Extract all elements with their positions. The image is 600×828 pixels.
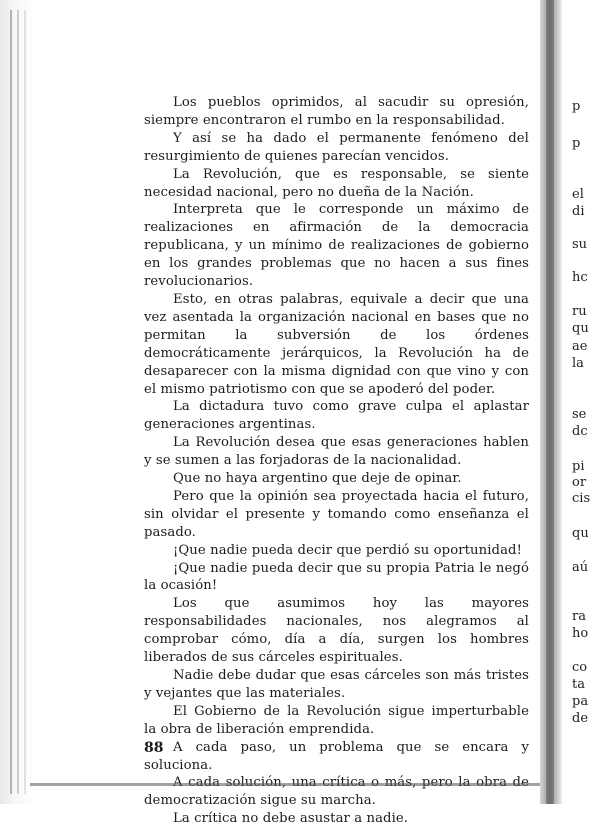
adjacent-page-fragment: ra bbox=[572, 609, 586, 624]
paragraph: Esto, en otras palabras, equivale a decir que una vez asentada la organización nacional en bases que no permitan la subversión de los órdenes democráticamente jerárquicos, la Revolución ha de desaparecer con la misma dignidad con que vino y con el mismo patriotismo con que se apoderó del poder. bbox=[144, 291, 529, 397]
paragraph: El Gobierno de la Revolución sigue imperturbable la obra de liberación emprendida. bbox=[144, 703, 529, 737]
adjacent-page-fragment: el bbox=[572, 187, 584, 202]
adjacent-page-fragment: p bbox=[572, 136, 581, 151]
paragraph: La crítica no debe asustar a nadie. bbox=[173, 811, 409, 827]
adjacent-page-fragment: co bbox=[572, 660, 588, 675]
adjacent-page-fragment: pa bbox=[572, 694, 589, 709]
adjacent-page-fragment: la bbox=[572, 356, 584, 371]
adjacent-page-fragment: qu bbox=[572, 526, 589, 541]
paragraph: Nadie debe dudar que esas cárceles son más tristes y vejantes que las materiales. bbox=[144, 668, 529, 701]
gutter-shadow-line bbox=[24, 10, 26, 794]
adjacent-page-fragment: pi bbox=[572, 459, 585, 474]
adjacent-page-fragment: ae bbox=[572, 339, 588, 354]
adjacent-page-fragment: di bbox=[572, 204, 585, 219]
spine-shadow bbox=[546, 0, 554, 804]
adjacent-page-fragment: cis bbox=[572, 491, 591, 506]
adjacent-page-fragment: aú bbox=[572, 560, 589, 575]
paragraph: Los que asumimos hoy las mayores responsabilidades nacionales, nos alegramos al comprobar cómo, día a día, surgen los hombres liberados de sus cárceles espirituales. bbox=[144, 596, 529, 666]
adjacent-page-edge bbox=[562, 0, 600, 804]
adjacent-page-fragment: su bbox=[572, 237, 588, 252]
paragraph: La Revolución, que es responsable, se siente necesidad nacional, pero no dueña de la Nación. bbox=[144, 166, 529, 200]
gutter-shadow-line bbox=[10, 10, 12, 794]
adjacent-page-fragment: ta bbox=[572, 677, 585, 692]
adjacent-page-fragment: or bbox=[572, 475, 587, 490]
adjacent-page-fragment: se bbox=[572, 407, 587, 422]
paragraph: Los pueblos oprimidos, al sacudir su opresión, siempre encontraron el rumbo en la responsabilidad. bbox=[144, 95, 529, 128]
adjacent-page-fragment: dc bbox=[572, 424, 588, 439]
left-page-gutter bbox=[0, 0, 36, 804]
adjacent-page-fragment: qu bbox=[572, 321, 589, 336]
paragraph: Que no haya argentino que deje de opinar. bbox=[173, 471, 462, 487]
adjacent-page-fragment: p bbox=[572, 99, 581, 114]
adjacent-page-fragment: ru bbox=[572, 304, 587, 319]
paragraph: ¡Que nadie pueda decir que perdió su oportunidad! bbox=[173, 542, 522, 558]
paragraph: democratización sigue su marcha. bbox=[144, 793, 376, 809]
paragraph: Interpreta que le corresponde un máximo de realizaciones en afirmación de la democracia republicana, y un mínimo de realizaciones de gobierno en los grandes problemas que no hacen a sus fines revolucionarios. bbox=[144, 202, 529, 290]
page-bottom-edge bbox=[30, 783, 550, 786]
page-number: 88 bbox=[144, 740, 164, 756]
paragraph: A cada paso, un problema que se encara y soluciona. bbox=[144, 739, 529, 773]
adjacent-page-fragment: de bbox=[572, 711, 589, 726]
paragraph: ¡Que nadie pueda decir que su propia Patria le negó la ocasión! bbox=[144, 560, 529, 594]
paragraph: Y así se ha dado el permanente fenómeno del resurgimiento de quienes parecían vencidos. bbox=[144, 130, 529, 164]
adjacent-page-fragment: ho bbox=[572, 626, 589, 641]
adjacent-page-fragment: hc bbox=[572, 270, 588, 285]
page-body-text bbox=[144, 94, 529, 828]
paragraph: La Revolución desea que esas generaciones hablen y se sumen a las forjadoras de la nacionalidad. bbox=[144, 435, 529, 469]
gutter-shadow-line bbox=[17, 10, 19, 794]
paragraph: La dictadura tuvo como grave culpa el aplastar generaciones argentinas. bbox=[144, 399, 529, 433]
paragraph: Pero que la opinión sea proyectada hacia el futuro, sin olvidar el presente y tomando como enseñanza el pasado. bbox=[144, 488, 529, 540]
